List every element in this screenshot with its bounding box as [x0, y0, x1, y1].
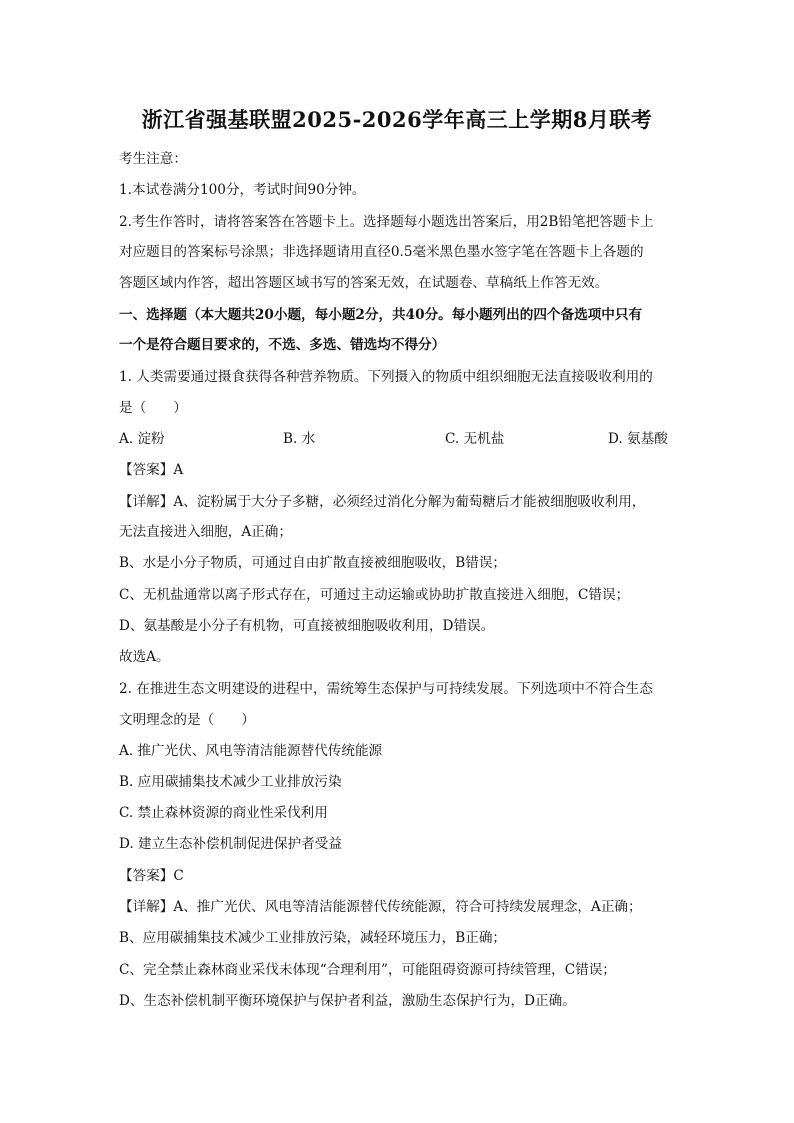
exam-title: 浙江省强基联盟2025-2026学年高三上学期8月联考: [141, 107, 653, 132]
q2-stem-line-1: 2. 在推进生态文明建设的进程中，需统筹生态保护与可持续发展。下列选项中不符合生态: [119, 681, 653, 697]
q1-explanation-line-1: 【详解】A、淀粉属于大分子多糖，必须经过消化分解为葡萄糖后才能被细胞吸收利用，: [119, 494, 646, 510]
q2-option-a: A. 推广光伏、风电等清洁能源替代传统能源: [119, 743, 383, 759]
notice-item-2-line-3: 答题区域内作答，超出答题区域书写的答案无效，在试题卷、草稿纸上作答无效。: [119, 275, 609, 291]
q2-explanation-line-1: 【详解】A、推广光伏、风电等清洁能源替代传统能源，符合可持续发展理念，A正确；: [119, 899, 642, 915]
section-heading-line-2: 一个是符合题目要求的，不选、多选、错选均不得分）: [119, 337, 446, 353]
q2-option-c: C. 禁止森林资源的商业性采伐利用: [119, 805, 328, 821]
q1-answer: 【答案】A: [119, 462, 184, 478]
notice-item-1: 1.本试卷满分100分，考试时间90分钟。: [119, 182, 366, 198]
q2-option-d: D. 建立生态补偿机制促进保护者受益: [119, 836, 342, 852]
q1-option-a: A. 淀粉: [119, 431, 165, 447]
q1-stem-line-1: 1. 人类需要通过摄食获得各种营养物质。下列摄入的物质中组织细胞无法直接吸收利用的: [119, 369, 653, 385]
q1-option-b: B. 水: [283, 431, 316, 447]
q2-answer: 【答案】C: [119, 868, 184, 884]
section-heading-line-1: 一、选择题（本大题共20小题，每小题2分，共40分。每小题列出的四个备选项中只有: [119, 307, 643, 323]
q1-explanation-line-2: 无法直接进入细胞，A正确；: [119, 524, 292, 540]
q2-stem-line-2: 文明理念的是（ ）: [119, 712, 255, 728]
q1-explanation-line-3: B、水是小分子物质，可通过自由扩散直接被细胞吸收，B错误；: [119, 555, 507, 571]
notice-item-2-line-1: 2.考生作答时，请将答案答在答题卡上。选择题每小题选出答案后，用2B铅笔把答题卡上: [119, 214, 654, 230]
q1-stem-line-2: 是（ ）: [119, 400, 187, 416]
notice-heading: 考生注意：: [119, 151, 187, 167]
q2-explanation-line-4: D、生态补偿机制平衡环境保护与保护者利益，激励生态保护行为，D正确。: [119, 993, 576, 1009]
q1-option-c: C. 无机盐: [445, 431, 505, 447]
q1-option-d: D. 氨基酸: [608, 431, 668, 447]
q1-explanation-line-5: D、氨基酸是小分子有机物，可直接被细胞吸收利用，D错误。: [119, 618, 495, 634]
q1-explanation-line-4: C、无机盐通常以离子形式存在，可通过主动运输或协助扩散直接进入细胞，C错误；: [119, 587, 630, 603]
q2-explanation-line-3: C、完全禁止森林商业采伐未体现“合理利用”，可能阻碍资源可持续管理，C错误；: [119, 962, 616, 978]
q1-conclusion: 故选A。: [119, 649, 170, 665]
q2-explanation-line-2: B、应用碳捕集技术减少工业排放污染，减轻环境压力，B正确；: [119, 930, 507, 946]
notice-item-2-line-2: 对应题目的答案标号涂黑；非选择题请用直径0.5毫米黑色墨水签字笔在答题卡上各题的: [119, 244, 644, 260]
q2-option-b: B. 应用碳捕集技术减少工业排放污染: [119, 774, 342, 790]
